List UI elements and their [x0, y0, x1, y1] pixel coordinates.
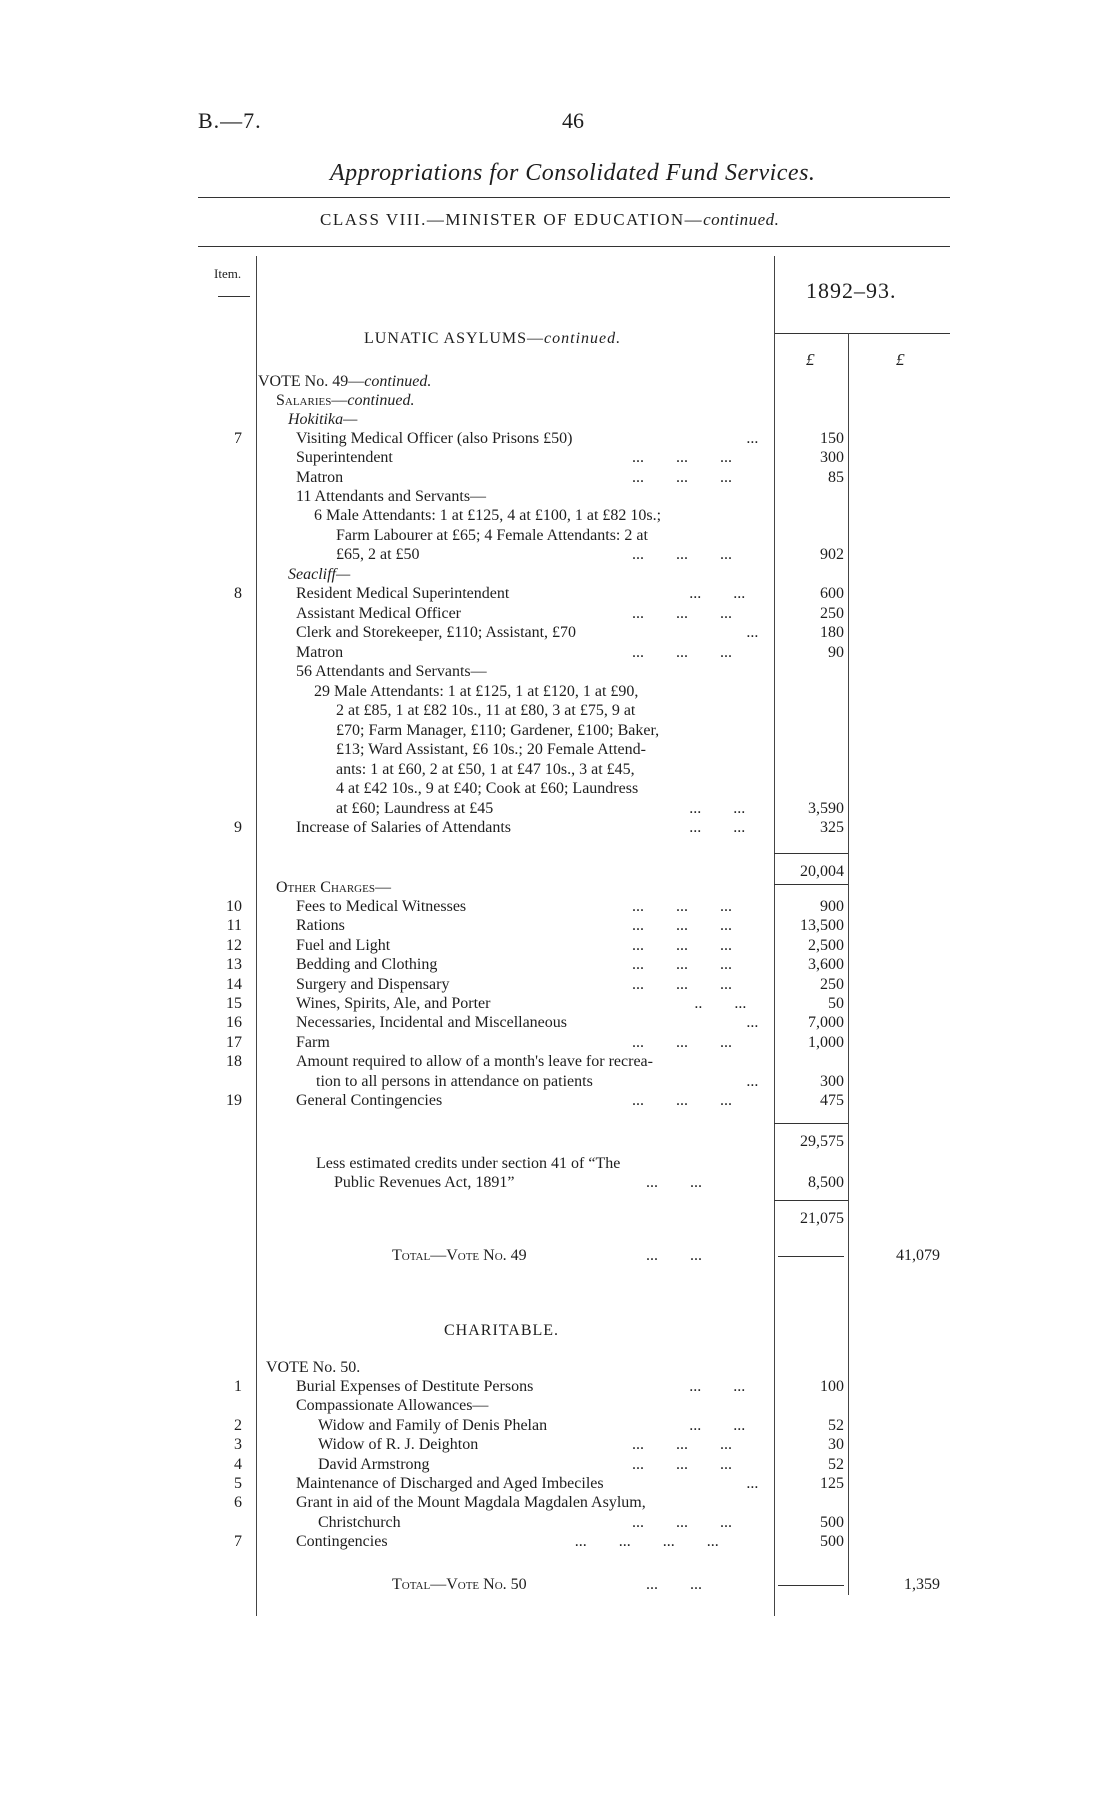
line-description: Contingencies: [296, 1533, 388, 1551]
line-amount: 7,000: [808, 1014, 844, 1032]
item-number: 1: [234, 1378, 242, 1395]
line-description: Visiting Medical Officer (also Prisons £50): [296, 430, 573, 447]
leader-dots: ...: [746, 1014, 759, 1032]
line-description: 4 at £42 10s., 9 at £40; Cook at £60; Laundress: [336, 780, 639, 797]
line-amount: 180: [820, 624, 844, 641]
item-number: 8: [234, 585, 242, 602]
line-description: Matron: [296, 468, 344, 486]
line-description: Farm Labourer at £65; 4 Female Attendants: 2 at: [336, 526, 648, 544]
salaries-total-rule: [774, 853, 848, 854]
leader-dots: ... ...: [689, 1378, 746, 1395]
pound-header-1: £: [806, 350, 815, 369]
document-code: B.—7.: [198, 108, 262, 133]
net-amount: 21,075: [800, 1210, 844, 1227]
less-credits-line-1: Less estimated credits under section 41 of “The: [316, 1155, 621, 1172]
line-description: Widow and Family of Denis Phelan: [318, 1416, 548, 1434]
leader-dots: ... ...: [689, 1416, 746, 1434]
item-number: 5: [234, 1475, 242, 1492]
line-description: Grant in aid of the Mount Magdala Magdalen Asylum,: [296, 1494, 646, 1512]
line-amount: 85: [828, 468, 844, 486]
hokitika-heading: Hokitika—: [288, 411, 358, 428]
line-description: Widow of R. J. Deighton: [318, 1436, 479, 1454]
line-description: Wines, Spirits, Ale, and Porter: [296, 995, 491, 1012]
line-description: David Armstrong: [318, 1455, 430, 1473]
class-heading-main: CLASS VIII.—MINISTER OF EDUCATION—: [320, 210, 704, 229]
lunatic-asylums-heading: [364, 330, 621, 348]
page-number: 46: [562, 108, 584, 133]
year-header-rule: [774, 333, 950, 334]
vote-50-dash: [778, 1585, 844, 1586]
line-description: Farm: [296, 1033, 330, 1051]
leader-dots: ... ... ...: [632, 468, 732, 486]
leader-dots: ... ... ...: [632, 975, 732, 993]
vote-50-total-amount: 1,359: [904, 1576, 940, 1593]
class-rule: [198, 246, 950, 247]
salaries-continued: continued.: [347, 392, 415, 409]
line-description: Compassionate Allowances—: [296, 1397, 489, 1415]
leader-dots: ... ... ...: [632, 1436, 732, 1454]
leader-dots: ...: [746, 624, 759, 641]
leader-dots: ... ...: [689, 799, 746, 817]
total-column-rule: [848, 333, 849, 1595]
leader-dots: ... ... ...: [632, 643, 732, 661]
class-heading-continued: continued.: [703, 210, 780, 229]
vote-49-heading: [258, 372, 431, 391]
leader-dots: ...: [746, 1475, 759, 1492]
line-amount: 500: [820, 1533, 844, 1551]
pound-header-2: £: [896, 350, 905, 369]
line-description: Matron: [296, 643, 344, 661]
leader-dots: ...: [746, 430, 759, 447]
line-amount: 902: [820, 545, 844, 563]
vote-50-total-dots: ... ...: [646, 1576, 702, 1593]
salaries-label: Salaries—: [276, 392, 348, 409]
line-description: Increase of Salaries of Attendants: [296, 819, 512, 836]
subtotal-rule: [774, 1123, 848, 1124]
line-description: 6 Male Attendants: 1 at £125, 4 at £100, 1 at £82 10s.;: [314, 507, 662, 525]
other-charges-heading: Other Charges—: [276, 879, 391, 896]
leader-dots: ... ... ...: [632, 917, 732, 935]
vote-49-continued: continued.: [364, 373, 432, 390]
line-description: 11 Attendants and Servants—: [296, 487, 487, 505]
salaries-heading: [276, 391, 414, 410]
less-credits-dots: ... ...: [646, 1174, 702, 1191]
line-amount: 52: [828, 1416, 844, 1434]
leader-dots: ...: [746, 1072, 759, 1090]
line-amount: 90: [828, 643, 844, 661]
vote-49-total-amount: 41,079: [896, 1247, 940, 1264]
line-amount: 475: [820, 1092, 844, 1109]
line-amount: 3,590: [808, 799, 844, 817]
line-description: Rations: [296, 917, 345, 935]
line-description: 29 Male Attendants: 1 at £125, 1 at £120, 1 at £90,: [314, 682, 639, 700]
line-amount: 13,500: [800, 917, 844, 935]
line-description: General Contingencies: [296, 1092, 443, 1109]
item-number: 19: [226, 1092, 242, 1109]
line-amount: 1,000: [808, 1033, 844, 1051]
line-description: Bedding and Clothing: [296, 956, 438, 974]
page-title: Appropriations for Consolidated Fund Services.: [330, 160, 816, 186]
less-credits-line-2: Public Revenues Act, 1891”: [334, 1174, 515, 1191]
title-rule: [198, 197, 950, 198]
lunatic-heading-main: LUNATIC ASYLUMS—: [364, 330, 545, 347]
item-number: 6: [234, 1494, 242, 1512]
line-description: Assistant Medical Officer: [296, 604, 461, 622]
line-amount: 50: [828, 995, 844, 1012]
leader-dots: ... ... ...: [632, 1033, 732, 1051]
line-description: Amount required to allow of a month's leave for recrea-: [296, 1053, 653, 1071]
leader-dots: ... ... ...: [632, 545, 732, 563]
item-column-header: Item.: [214, 266, 242, 281]
seacliff-heading: Seacliff—: [288, 566, 351, 583]
leader-dots: ... ... ...: [632, 449, 732, 467]
subtotal-amount: 29,575: [800, 1133, 844, 1150]
item-number: 3: [234, 1436, 242, 1454]
leader-dots: .. ...: [694, 995, 747, 1012]
line-amount: 2,500: [808, 936, 844, 954]
line-description: tion to all persons in attendance on patients: [316, 1072, 593, 1090]
leader-dots: ... ... ...: [632, 604, 732, 622]
item-number: 4: [234, 1455, 242, 1473]
leader-dots: ... ... ...: [632, 1092, 732, 1109]
line-amount: 52: [828, 1455, 844, 1473]
line-description: Maintenance of Discharged and Aged Imbeciles: [296, 1475, 604, 1492]
class-heading: [320, 210, 779, 230]
line-description: £70; Farm Manager, £110; Gardener, £100; Baker,: [336, 721, 660, 739]
salaries-total-underline: [774, 884, 848, 885]
item-number: 10: [226, 898, 242, 915]
line-amount: 250: [820, 604, 844, 622]
leader-dots: ... ...: [689, 819, 746, 836]
item-number: 7: [234, 1533, 242, 1551]
line-description: Burial Expenses of Destitute Persons: [296, 1378, 534, 1395]
line-description: £13; Ward Assistant, £6 10s.; 20 Female Attend-: [336, 741, 646, 758]
line-description: Superintendent: [296, 449, 393, 467]
vote-49-total-label: Total—Vote No. 49: [392, 1247, 527, 1264]
line-amount: 3,600: [808, 956, 844, 974]
line-amount: 30: [828, 1436, 844, 1454]
leader-dots: ... ... ...: [632, 936, 732, 954]
item-number: 13: [226, 956, 242, 974]
line-description: Christchurch: [318, 1513, 401, 1531]
line-description: 56 Attendants and Servants—: [296, 663, 487, 680]
line-description: ants: 1 at £60, 2 at £50, 1 at £47 10s., 3 at £45,: [336, 760, 635, 778]
item-number: 14: [226, 975, 242, 993]
line-amount: 125: [820, 1475, 844, 1492]
line-amount: 600: [820, 585, 844, 602]
vote-50-total-label: Total—Vote No. 50: [392, 1576, 527, 1593]
lunatic-heading-continued: continued.: [544, 330, 622, 347]
leader-dots: ... ... ...: [632, 898, 732, 915]
item-column-rule: [256, 256, 257, 1616]
line-amount: 150: [820, 430, 844, 447]
vote-50-heading: VOTE No. 50.: [266, 1359, 361, 1376]
item-number: 16: [226, 1014, 242, 1032]
leader-dots: ... ... ...: [632, 1455, 732, 1473]
item-number: 18: [226, 1053, 242, 1071]
line-description: Resident Medical Superintendent: [296, 585, 510, 602]
item-number: 17: [226, 1033, 242, 1051]
item-number: 2: [234, 1416, 242, 1434]
line-amount: 250: [820, 975, 844, 993]
leader-dots: ... ... ...: [632, 1513, 732, 1531]
line-description: Clerk and Storekeeper, £110; Assistant, £70: [296, 624, 577, 641]
line-amount: 100: [820, 1378, 844, 1395]
item-number: 9: [234, 819, 242, 836]
less-credits-amount: 8,500: [808, 1174, 844, 1191]
line-amount: 900: [820, 898, 844, 915]
vote-49-dash: [778, 1256, 844, 1257]
charitable-heading: CHARITABLE.: [444, 1322, 560, 1339]
line-description: at £60; Laundress at £45: [336, 799, 494, 817]
leader-dots: ... ... ... ...: [574, 1533, 719, 1551]
item-number: 11: [226, 917, 242, 935]
leader-dots: ... ...: [689, 585, 746, 602]
line-description: 2 at £85, 1 at £82 10s., 11 at £80, 3 at £75, 9 at: [336, 702, 636, 719]
line-description: Surgery and Dispensary: [296, 975, 450, 993]
item-number: 7: [234, 430, 242, 447]
leader-dots: ... ... ...: [632, 956, 732, 974]
line-amount: 300: [820, 1072, 844, 1090]
net-rule: [774, 1200, 848, 1201]
vote-49-total-dots: ... ...: [646, 1247, 702, 1264]
line-amount: 500: [820, 1513, 844, 1531]
line-description: Necessaries, Incidental and Miscellaneous: [296, 1014, 568, 1032]
line-amount: 300: [820, 449, 844, 467]
item-number: 15: [226, 995, 242, 1012]
item-header-underline: [218, 296, 250, 297]
line-description: Fees to Medical Witnesses: [296, 898, 467, 915]
line-description: Fuel and Light: [296, 936, 391, 954]
item-number: 12: [226, 936, 242, 954]
year-column-header: 1892–93.: [806, 278, 897, 303]
line-description: £65, 2 at £50: [336, 545, 420, 563]
salaries-total: 20,004: [800, 863, 844, 880]
line-amount: 325: [820, 819, 844, 836]
vote-49-label: VOTE No. 49—: [258, 373, 365, 390]
